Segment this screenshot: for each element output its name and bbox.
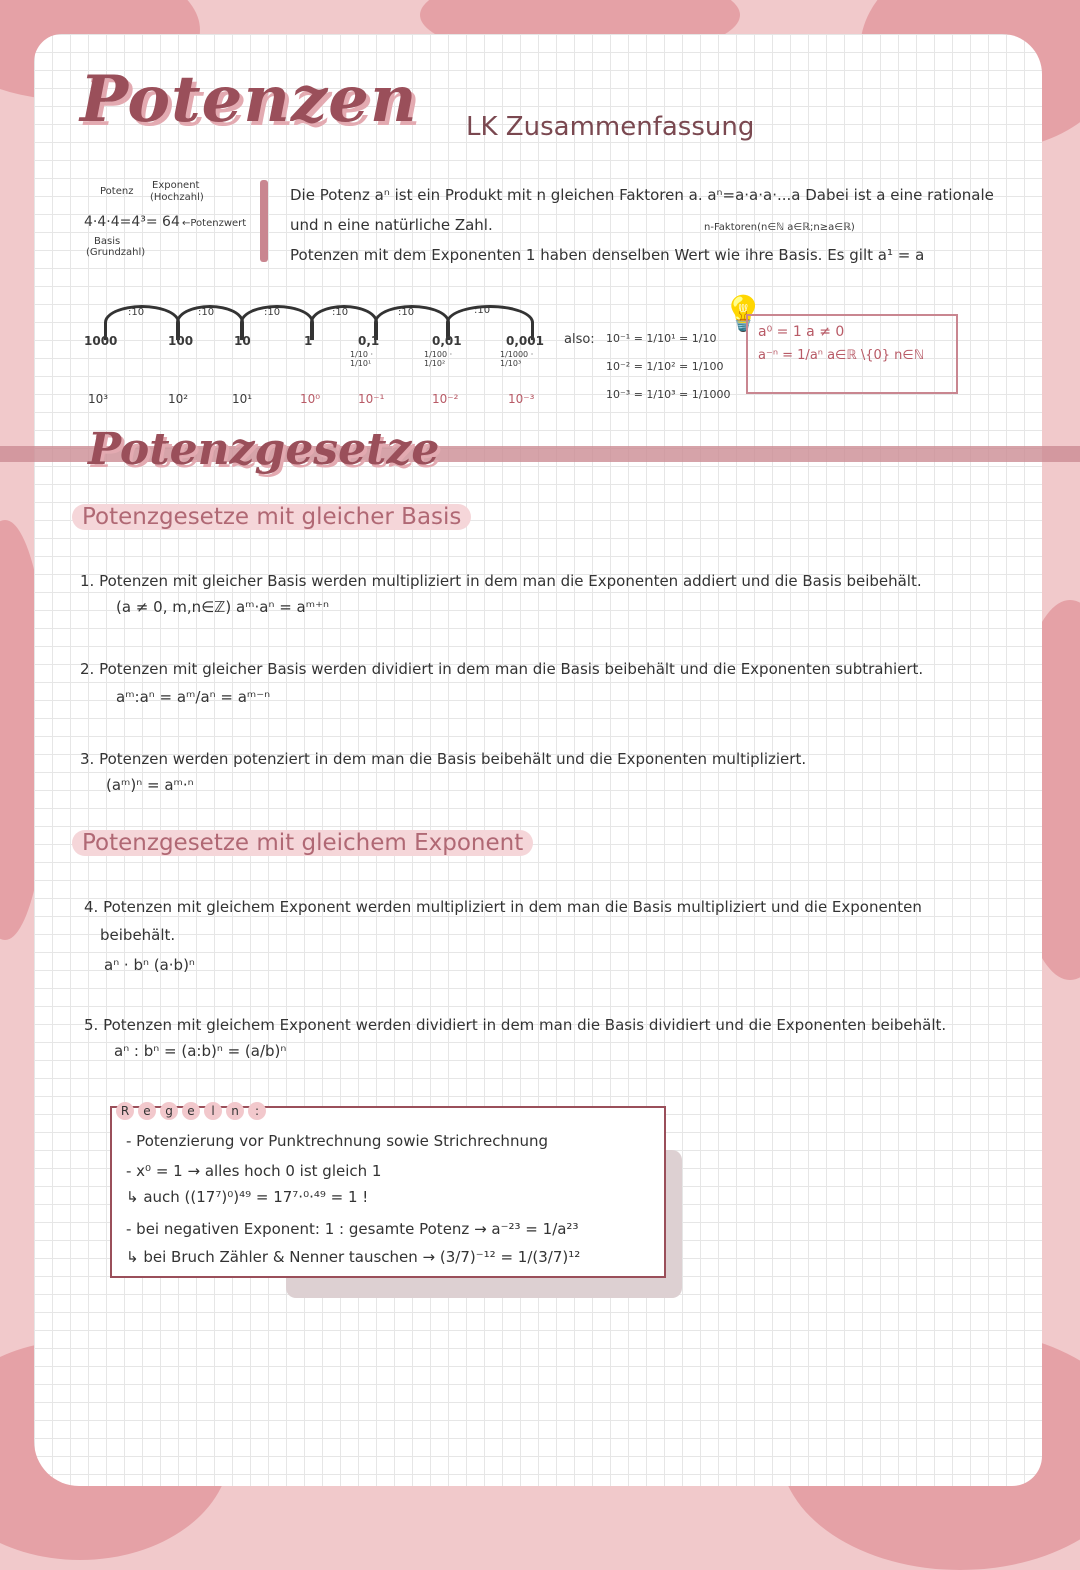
regeln-box [110, 1106, 666, 1278]
regeln-letter: e [138, 1102, 156, 1120]
scale-power: 10³ [88, 392, 109, 406]
scale-value: 1 [304, 334, 313, 348]
scale-fraction: 1/10 · 1/10¹ [350, 350, 374, 368]
scale-power: 10² [168, 392, 189, 406]
power-expression: 4·4·4=4³= 64 [84, 214, 180, 230]
law-3-formula: (aᵐ)ⁿ = aᵐ·ⁿ [106, 776, 194, 794]
law-2-text: 2. Potenzen mit gleicher Basis werden dividiert in dem man die Basis beibehält und die Exponenten subtrahiert. [80, 660, 924, 678]
scale-value: 10 [234, 334, 251, 348]
regeln-letter: n [226, 1102, 244, 1120]
definition-line-2: und n eine natürliche Zahl. [290, 216, 493, 234]
section-title: Potenzgesetze [88, 424, 440, 475]
subsection-title: Potenzgesetze mit gleichem Exponent [72, 830, 533, 856]
scale-value: 0,1 [358, 334, 380, 348]
also-line: 10⁻² = 1/10² = 1/100 [606, 360, 724, 373]
law-4-formula: aⁿ · bⁿ (a·b)ⁿ [104, 956, 195, 974]
also-label: also: [564, 332, 595, 347]
scale-value: 0,001 [506, 334, 544, 348]
also-line: 10⁻³ = 1/10³ = 1/1000 [606, 388, 731, 401]
potenz-label: Potenz [100, 186, 134, 197]
divisor-label: :10 [332, 307, 349, 318]
rule-box-line-1: a⁰ = 1 a ≠ 0 [758, 324, 845, 340]
scale-power: 10⁻² [432, 392, 459, 406]
law-5-formula: aⁿ : bⁿ = (a:b)ⁿ = (a/b)ⁿ [114, 1042, 287, 1060]
regeln-item: ↳ auch ((17⁷)⁰)⁴⁹ = 17⁷·⁰·⁴⁹ = 1 ! [126, 1188, 369, 1206]
basis-sub: (Grundzahl) [86, 247, 146, 258]
divisor-label: :10 [264, 307, 281, 318]
basis-label: Basis [94, 236, 121, 247]
law-3-text: 3. Potenzen werden potenziert in dem man die Basis beibehält und die Exponenten multipliziert. [80, 750, 807, 768]
divisor-label: :10 [474, 305, 491, 316]
exponent-sub: (Hochzahl) [150, 192, 204, 203]
law-1-text: 1. Potenzen mit gleicher Basis werden multipliziert in dem man die Exponenten addiert und die Basis beibehält. [80, 572, 922, 590]
page-subtitle: LK Zusammenfassung [466, 112, 755, 142]
divisor-label: :10 [128, 307, 145, 318]
page-title: Potenzen [80, 62, 418, 137]
regeln-letter: R [116, 1102, 134, 1120]
divisor-label: :10 [198, 307, 215, 318]
definition-line-1: Die Potenz aⁿ ist ein Produkt mit n gleichen Faktoren a. aⁿ=a·a·a·...a Dabei ist a eine rationale [290, 186, 994, 204]
law-5-text: 5. Potenzen mit gleichem Exponent werden dividiert in dem man die Basis dividiert und die Exponenten beibehält. [84, 1016, 947, 1034]
exponent-label: Exponent [152, 180, 200, 191]
divisor-label: :10 [398, 307, 415, 318]
regeln-title [116, 1100, 270, 1120]
regeln-letter: : [248, 1102, 266, 1120]
scale-value: 0,01 [432, 334, 462, 348]
scale-fraction: 1/1000 · 1/10³ [500, 350, 534, 368]
scale-power: 10¹ [232, 392, 253, 406]
subsection-title: Potenzgesetze mit gleicher Basis [72, 504, 471, 530]
definition-line-3: Potenzen mit dem Exponenten 1 haben denselben Wert wie ihre Basis. Es gilt a¹ = a [290, 246, 925, 264]
regeln-letter: l [204, 1102, 222, 1120]
law-4-text: 4. Potenzen mit gleichem Exponent werden multipliziert in dem man die Basis multipliziert und die Exponenten [84, 898, 922, 916]
scale-power: 10⁻¹ [358, 392, 385, 406]
regeln-item: - bei negativen Exponent: 1 : gesamte Potenz → a⁻²³ = 1/a²³ [126, 1220, 579, 1238]
regeln-letter: e [182, 1102, 200, 1120]
scale-power: 10⁻³ [508, 392, 535, 406]
also-line: 10⁻¹ = 1/10¹ = 1/10 [606, 332, 717, 345]
rule-box [746, 314, 958, 394]
scale-value: 1000 [84, 334, 118, 348]
potenzwert-label: ←Potenzwert [182, 218, 247, 229]
scale-fraction: 1/100 · 1/10² [424, 350, 453, 368]
lightbulb-icon: 💡 [722, 294, 765, 334]
law-1-formula: (a ≠ 0, m,n∈ℤ) aᵐ·aⁿ = aᵐ⁺ⁿ [116, 598, 329, 616]
law-4-text-cont: beibehält. [100, 926, 176, 944]
divider-bar [260, 180, 268, 262]
law-2-formula: aᵐ:aⁿ = aᵐ/aⁿ = aᵐ⁻ⁿ [116, 688, 271, 706]
rule-box-line-2: a⁻ⁿ = 1/aⁿ a∈ℝ \{0} n∈ℕ [758, 348, 925, 363]
scale-value: 100 [168, 334, 194, 348]
definition-note: n-Faktoren(n∈ℕ a∈ℝ;n≥a∈ℝ) [704, 222, 855, 233]
scale-power: 10⁰ [300, 392, 321, 406]
regeln-item: - Potenzierung vor Punktrechnung sowie Strichrechnung [126, 1132, 548, 1150]
regeln-letter: g [160, 1102, 178, 1120]
regeln-item: - x⁰ = 1 → alles hoch 0 ist gleich 1 [126, 1162, 382, 1180]
regeln-item: ↳ bei Bruch Zähler & Nenner tauschen → (3/7)⁻¹² = 1/(3/7)¹² [126, 1248, 581, 1266]
